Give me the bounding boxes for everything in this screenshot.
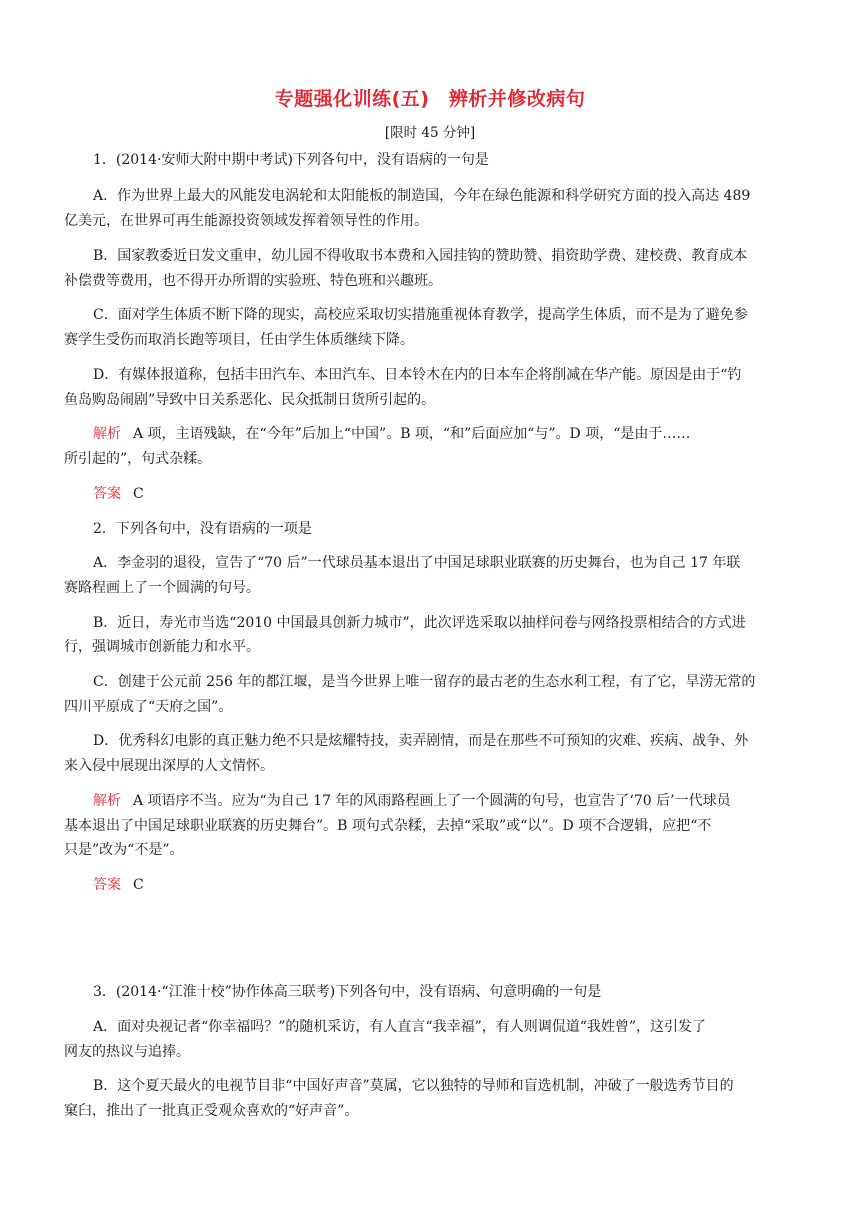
q1-option-c: C．面对学生体质不断下降的现实，高校应采取切实措施重视体育教学，提高学生体质，而不是为了避免参	[93, 307, 748, 323]
q3-stem: 3．(2014·“江淮十校”协作体高三联考)下列各句中，没有语病、句意明确的一句是	[93, 984, 602, 1000]
q3-option-a-cont: 网友的热议与追捧。	[64, 1044, 190, 1060]
q1-option-d-cont: 鱼岛购岛闹剧”导致中日关系恶化、民众抵制日货所引起的。	[64, 392, 436, 408]
q2-option-c: C．创建于公元前 256 年的都江堰，是当今世界上唯一留存的最古老的生态水利工程，有了它，旱涝无常的	[93, 674, 756, 690]
q2-option-d-cont: 来入侵中展现出深厚的人文情怀。	[64, 758, 274, 774]
q2-analysis	[93, 791, 731, 811]
q1-answer-value: C	[133, 486, 144, 502]
q2-answer-value: C	[133, 877, 144, 893]
q3-option-b-cont: 窠臼，推出了一批真正受观众喜欢的“好声音”。	[64, 1103, 359, 1119]
q2-option-c-cont: 四川平原成了“天府之国”。	[64, 699, 233, 715]
q1-answer	[93, 484, 144, 504]
q3-option-a: A．面对央视记者“你幸福吗？”的随机采访，有人直言“我幸福”，有人则调侃道“我姓曾”，这引发了	[93, 1019, 707, 1035]
q2-analysis-cont: 基本退出了中国足球职业联赛的历史舞台”。B 项句式杂糅，去掉“采取”或“以”。D 项不合逻辑，应把“不	[64, 818, 712, 834]
page-title: 专题强化训练(五) 辨析并修改病句	[274, 88, 586, 110]
time-limit: [限时 45 分钟]	[384, 125, 476, 141]
q1-stem: 1．(2014·安师大附中期中考试)下列各句中，没有语病的一句是	[93, 152, 489, 168]
q2-option-a-cont: 赛路程画上了一个圆满的句号。	[64, 580, 260, 596]
q1-analysis	[93, 424, 690, 444]
q1-analysis-cont: 所引起的”，句式杂糅。	[64, 451, 212, 467]
q2-option-b: B．近日，寿光市当选“2010 中国最具创新力城市”，此次评选采取以抽样问卷与网络投票相结合的方式进	[93, 615, 746, 631]
q1-analysis-text: A 项，主语残缺，在“今年”后加上“中国”。B 项，“和”后面应加“与”。D 项，“是由于……	[133, 426, 691, 442]
q1-option-d: D．有媒体报道称，包括丰田汽车、本田汽车、日本铃木在内的日本车企将削减在华产能。原因是由于“钓	[93, 367, 742, 383]
answer-label: 答案	[93, 486, 121, 502]
q1-option-b-cont: 补偿费等费用，也不得开办所谓的实验班、特色班和兴趣班。	[64, 273, 442, 289]
q1-option-c-cont: 赛学生受伤而取消长跑等项目，任由学生体质继续下降。	[64, 332, 414, 348]
answer-label: 答案	[93, 877, 121, 893]
q2-option-a: A．李金羽的退役，宣告了“70 后”一代球员基本退出了中国足球职业联赛的历史舞台，也为自己 17 年联	[93, 555, 741, 571]
q2-answer	[93, 875, 144, 895]
q2-option-d: D．优秀科幻电影的真正魅力绝不只是炫耀特技，卖弄剧情，而是在那些不可预知的灾难、疾病、战争、外	[93, 733, 749, 749]
q2-option-b-cont: 行，强调城市创新能力和水平。	[64, 639, 260, 655]
analysis-label: 解析	[93, 793, 121, 809]
q1-option-b: B．国家教委近日发文重申，幼儿园不得收取书本费和入园挂钩的赞助赞、捐资助学费、建校费、教育成本	[93, 248, 748, 264]
q2-analysis-text: A 项语序不当。应为“为自己 17 年的风雨路程画上了一个圆满的句号，也宣告了‘70 后’一代球员	[133, 793, 731, 809]
q2-analysis-cont2: 只是”改为“不是”。	[64, 842, 184, 858]
q1-option-a-cont: 亿美元，在世界可再生能源投资领域发挥着领导性的作用。	[64, 213, 428, 229]
analysis-label: 解析	[93, 426, 121, 442]
q3-option-b: B．这个夏天最火的电视节目非“中国好声音”莫属，它以独特的导师和盲选机制，冲破了一般选秀节目的	[93, 1078, 734, 1094]
q1-option-a: A．作为世界上最大的风能发电涡轮和太阳能板的制造国，今年在绿色能源和科学研究方面的投入高达 489	[93, 188, 751, 204]
q2-stem: 2．下列各句中，没有语病的一项是	[93, 521, 312, 537]
